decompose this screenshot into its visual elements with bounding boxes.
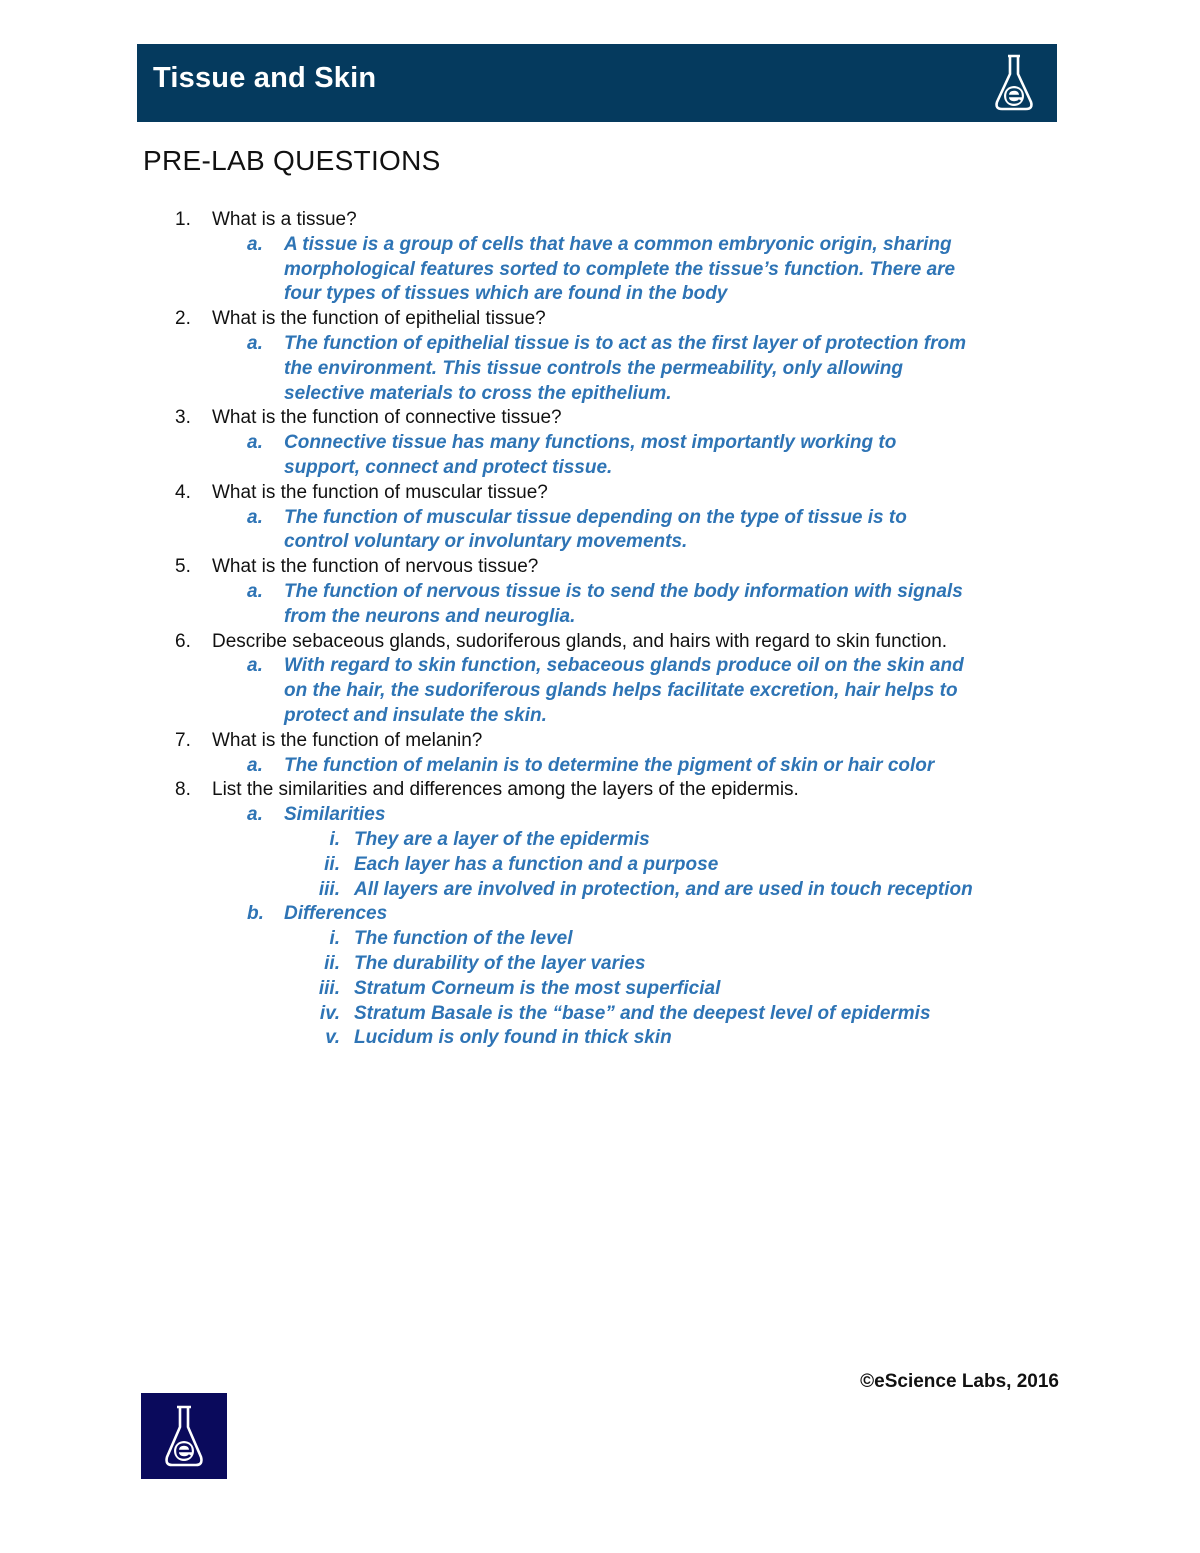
- question-row: [0, 481, 1200, 506]
- question-number: 6.: [175, 630, 191, 652]
- subitem-text: Lucidum is only found in thick skin: [354, 1027, 672, 1049]
- answer-text: protect and insulate the skin.: [284, 704, 547, 726]
- answer-line: [0, 530, 1200, 555]
- answer-text: support, connect and protect tissue.: [284, 456, 613, 478]
- answer-marker: a.: [247, 754, 263, 776]
- answer-line: [0, 357, 1200, 382]
- answer-text: The function of nervous tissue is to send the body information with signals: [284, 580, 963, 602]
- answer-text: The function of muscular tissue depending on the type of tissue is to: [284, 506, 907, 528]
- answer-marker: a.: [247, 804, 263, 826]
- answer-marker: a.: [247, 506, 263, 528]
- question-number: 3.: [175, 407, 191, 429]
- answer-text: the environment. This tissue controls the permeability, only allowing: [284, 357, 904, 379]
- answer-line: [0, 679, 1200, 704]
- subitem-marker: ii.: [324, 853, 340, 875]
- answer-text: Connective tissue has many functions, most importantly working to: [284, 432, 897, 454]
- answer-line: [0, 754, 1200, 779]
- answer-subitem: [0, 878, 1200, 903]
- answer-subitem: [0, 828, 1200, 853]
- answer-marker: a.: [247, 432, 263, 454]
- answer-marker: b.: [247, 903, 264, 925]
- answer-text: The function of epithelial tissue is to act as the first layer of protection from: [284, 332, 966, 354]
- answer-subitem: [0, 1002, 1200, 1027]
- question-number: 7.: [175, 729, 191, 751]
- section-title: PRE-LAB QUESTIONS: [143, 145, 441, 176]
- question-number: 4.: [175, 481, 191, 503]
- answer-line: [0, 382, 1200, 407]
- answer-text: on the hair, the sudoriferous glands helps facilitate excretion, hair helps to: [284, 680, 958, 702]
- answer-text: four types of tissues which are found in the body: [284, 283, 728, 305]
- subitem-marker: i.: [329, 928, 340, 950]
- subitem-text: Each layer has a function and a purpose: [354, 853, 719, 875]
- subitem-marker: ii.: [324, 952, 340, 974]
- answer-line: [0, 605, 1200, 630]
- subitem-marker: iii.: [318, 977, 340, 999]
- answer-line: [0, 332, 1200, 357]
- question-list: [0, 208, 1200, 1051]
- answer-subitem: [0, 1026, 1200, 1051]
- question-text: List the similarities and differences among the layers of the epidermis.: [212, 779, 799, 801]
- subitem-marker: i.: [329, 828, 340, 850]
- question-row: [0, 555, 1200, 580]
- copyright: ©eScience Labs, 2016: [860, 1371, 1059, 1392]
- question-row: [0, 307, 1200, 332]
- subitem-text: Stratum Basale is the “base” and the deepest level of epidermis: [354, 1002, 931, 1024]
- answer-text: morphological features sorted to complete the tissue’s function. There are: [284, 258, 956, 280]
- answer-marker: a.: [247, 233, 263, 255]
- subitem-text: The function of the level: [354, 928, 573, 950]
- answer-line: [0, 258, 1200, 283]
- footer-logo: [141, 1393, 227, 1479]
- question-row: [0, 729, 1200, 754]
- answer-line: [0, 233, 1200, 258]
- answer-group-label: Differences: [284, 903, 388, 925]
- answer-line: [0, 431, 1200, 456]
- answer-group-label: Similarities: [284, 804, 386, 826]
- answer-text: The function of melanin is to determine the pigment of skin or hair color: [284, 754, 935, 776]
- answer-line: [0, 580, 1200, 605]
- answer-text: from the neurons and neuroglia.: [284, 605, 576, 627]
- page-title: Tissue and Skin: [153, 62, 377, 94]
- answer-line: [0, 704, 1200, 729]
- question-row: [0, 778, 1200, 803]
- subitem-marker: v.: [325, 1027, 340, 1049]
- answer-text: A tissue is a group of cells that have a common embryonic origin, sharing: [284, 233, 952, 255]
- answer-text: With regard to skin function, sebaceous glands produce oil on the skin and: [284, 655, 964, 677]
- subitem-text: They are a layer of the epidermis: [354, 828, 650, 850]
- answer-subitem: [0, 853, 1200, 878]
- answer-marker: a.: [247, 332, 263, 354]
- question-text: What is the function of muscular tissue?: [212, 481, 548, 503]
- question-row: [0, 406, 1200, 431]
- question-text: What is the function of nervous tissue?: [212, 556, 539, 578]
- flask-e-logo-icon: [993, 54, 1035, 112]
- answer-marker: a.: [247, 655, 263, 677]
- answer-subitem: [0, 927, 1200, 952]
- question-number: 1.: [175, 209, 191, 230]
- question-number: 8.: [175, 779, 191, 801]
- question-text: Describe sebaceous glands, sudoriferous glands, and hairs with regard to skin function.: [212, 630, 948, 652]
- question-number: 2.: [175, 308, 191, 330]
- question-row: [0, 208, 1200, 233]
- subitem-marker: iv.: [319, 1002, 340, 1024]
- flask-e-logo-icon: [163, 1405, 205, 1467]
- answer-text: control voluntary or involuntary movements.: [284, 531, 688, 553]
- answer-subitem: [0, 977, 1200, 1002]
- answer-line: [0, 456, 1200, 481]
- answer-marker: a.: [247, 580, 263, 602]
- answer-group: [0, 902, 1200, 927]
- subitem-text: Stratum Corneum is the most superficial: [354, 977, 721, 999]
- question-text: What is a tissue?: [212, 209, 357, 230]
- answer-text: selective materials to cross the epithelium.: [284, 382, 672, 404]
- question-text: What is the function of melanin?: [212, 729, 483, 751]
- answer-line: [0, 282, 1200, 307]
- question-number: 5.: [175, 556, 191, 578]
- header-bar: [137, 44, 1057, 122]
- answer-group: [0, 803, 1200, 828]
- answer-subitem: [0, 952, 1200, 977]
- answer-line: [0, 506, 1200, 531]
- question-text: What is the function of epithelial tissue?: [212, 308, 546, 330]
- subitem-text: The durability of the layer varies: [354, 952, 646, 974]
- subitem-text: All layers are involved in protection, and are used in touch reception: [354, 878, 973, 900]
- question-text: What is the function of connective tissue?: [212, 407, 562, 429]
- answer-line: [0, 654, 1200, 679]
- subitem-marker: iii.: [318, 878, 340, 900]
- question-row: [0, 630, 1200, 655]
